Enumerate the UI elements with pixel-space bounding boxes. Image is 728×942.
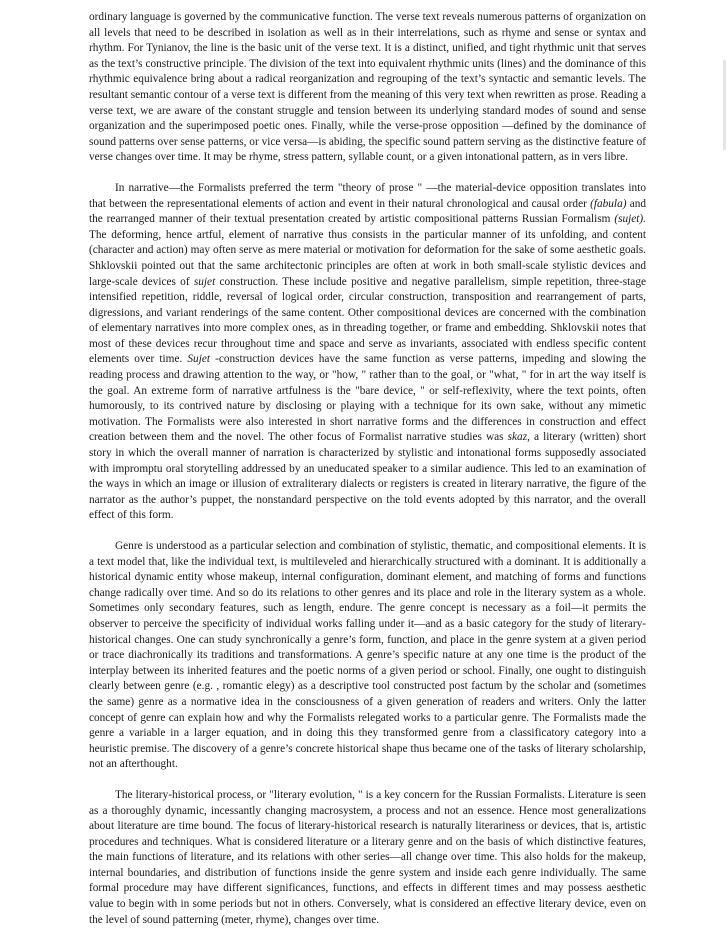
italic-term-sujet: Sujet — [187, 353, 210, 366]
document-page — [89, 10, 646, 928]
paragraph-literary-evolution: The literary-historical process, or "literary evolution, " is a key concern for the Russian Formalists. Literature is seen as a thoroughly dynamic, incessantly changing macrosystem, a process and not an essence. Hence most generalizations about literature are time bound. The focus of literary-historical research is naturally literariness or devices, that is, artistic procedures and techniques. What is considered literature or a literary genre and on the basis of which distinctive features, the main functions of literature, and its relations with other series—all change over time. This also holds for the makeup, internal boundaries, and distribution of functions inside the genre system and inside each genre individually. The same formal procedure may have different significances, functions, and effects in different times and may possess aesthetic value to begin with in some periods but not in others. Conversely, what is considered an effective literary device, even on the level of sound patterning (meter, rhyme), changes over time. — [89, 788, 646, 926]
text-run: a literary (written) short story in which the overall manner of narration is characterized by stylistic and intonational forms supposedly associated with impromptu oral storytelling addressed by an uneducated speaker to a similar audience. This led to an examination of the ways in which an image or illusion of extraliterary dialects or registers is created in literary narrative, the figure of the narrator as the author’s puppet, the nonstandard perspective on the told events adopted by this narrator, and the overall effect of this form. — [89, 431, 646, 522]
text-run: -construction devices have the same function as verse patterns, impeding and slowing the reading process and drawing attention to the way, or "how, " rather than to the goal, or "what, " for in art the way itself is the goal. An extreme form of narrative artfulness is the "bare device, " or self-reflexivity, where the text points, often humorously, to its contrived nature by disclosing or playing with a technique for its own sake, without any mimetic motivation. The Formalists were also interested in short narrative forms and the differences in construction and effect creation between them and the novel. The other focus of Formalist narrative studies was — [89, 353, 646, 444]
italic-term-skaz: skaz, — [507, 431, 530, 444]
scrollbar-thumb[interactable] — [723, 60, 726, 150]
italic-term-sujet: sujet — [193, 275, 216, 288]
italic-term-sujet: (sujet). — [614, 213, 646, 226]
scrollbar[interactable] — [720, 0, 728, 942]
paragraph-verse: ordinary language is governed by the communicative function. The verse text reveals numerous patterns of organization on all levels that need to be described in isolation as well as in their interrelations, such as rhyme and sense or syntax and rhythm. For Tynianov, the line is the basic unit of the verse text. It is a distinct, unified, and tight rhythmic unit that serves as the text’s constructive principle. The division of the text into equivalent rhythmic units (lines) and the dominance of this rhythmic equivalence bring about a radical reorganization and regrouping of the text’s syntactic and semantic levels. The resultant semantic contour of a verse text is different from the meaning of this very text when rewritten as prose. Reading a verse text, we are aware of the constant struggle and tension between its underlying standard modes of sound and sense organization and the superimposed poetic ones. Finally, while the verse-prose opposition —defined by the dominance of sound patterns over sense patterns, or vice versa—is abiding, the specific sound pattern serving as the distinctive feature of verse changes over time. It may be rhyme, stress pattern, syllable count, or a given intonational pattern, as in vers libre. — [89, 11, 646, 164]
paragraph-narrative — [89, 181, 646, 524]
text-run: and the rearranged manner of their textual presentation created by artistic compositional patterns Russian Formalism — [89, 197, 647, 226]
paragraph-genre: Genre is understood as a particular selection and combination of stylistic, thematic, and compositional elements. It is a text model that, like the individual text, is multileveled and hierarchically structured with a dominant. It is additionally a historical dynamic entity whose makeup, internal configuration, dominant element, and matching of forms and functions change radically over time. And so do its relations to other genres and its place and role in the literary system as a whole. Sometimes only secondary features, such as length, endure. The genre concept is necessary as a foil—it permits the observer to perceive the specificity of individual works falling under it—and as a basic category for the study of literary-historical changes. One can study synchronically a genre’s form, function, and place in the genre system at a given period or trace diachronically its traditions and transformations. A genre’s specific nature at any one time is the product of the interplay between its inherited features and the poetic norms of a given period or school. Finally, one ought to distinguish clearly between genre (e.g. , romantic elegy) as a descriptive tool constructed post factum by the scholar and (sometimes the same) genre as a normative idea in the consciousness of a given generation of readers and writers. Only the latter concept of genre can explain how and why the Formalists relegated works to a particular genre. The Formalists made the genre a variable in a larger equation, and in doing this they transformed genre from a classificatory category into a heuristic premise. The discovery of a genre’s concrete historical shape thus became one of the tasks of literary scholarship, not an afterthought. — [89, 540, 646, 771]
italic-term-fabula: (fabula) — [590, 197, 627, 210]
text-run: construction. These include positive and negative parallelism, simple repetition, three-stage intensified repetition, riddle, reversal of logical order, circular construction, transposition and rearrangement of parts, digressions, and variant renderings of the same content. Other compositional devices are concerned with the combination of elementary narratives into more complex ones, as in threading together, or frame and embedding. Shklovskii notes that most of these devices recur throughout time and space and serve as invariants, associated with endless specific content elements over time. — [89, 275, 646, 366]
text-run: In narrative—the Formalists preferred the term "theory of prose " —the material-device opposition translates into that between the representational elements of action and event in their natural chronological and causal order — [89, 181, 646, 210]
text-run: The deforming, hence artful, element of narrative thus consists in the particular manner of its unfolding, and content (character and action) may often serve as mere material or motivation for deformation for the sake of some aesthetic goals. Shklovskii pointed out that the same architectonic principles are often at work in both small-scale stylistic devices and large-scale devices of — [89, 228, 646, 288]
